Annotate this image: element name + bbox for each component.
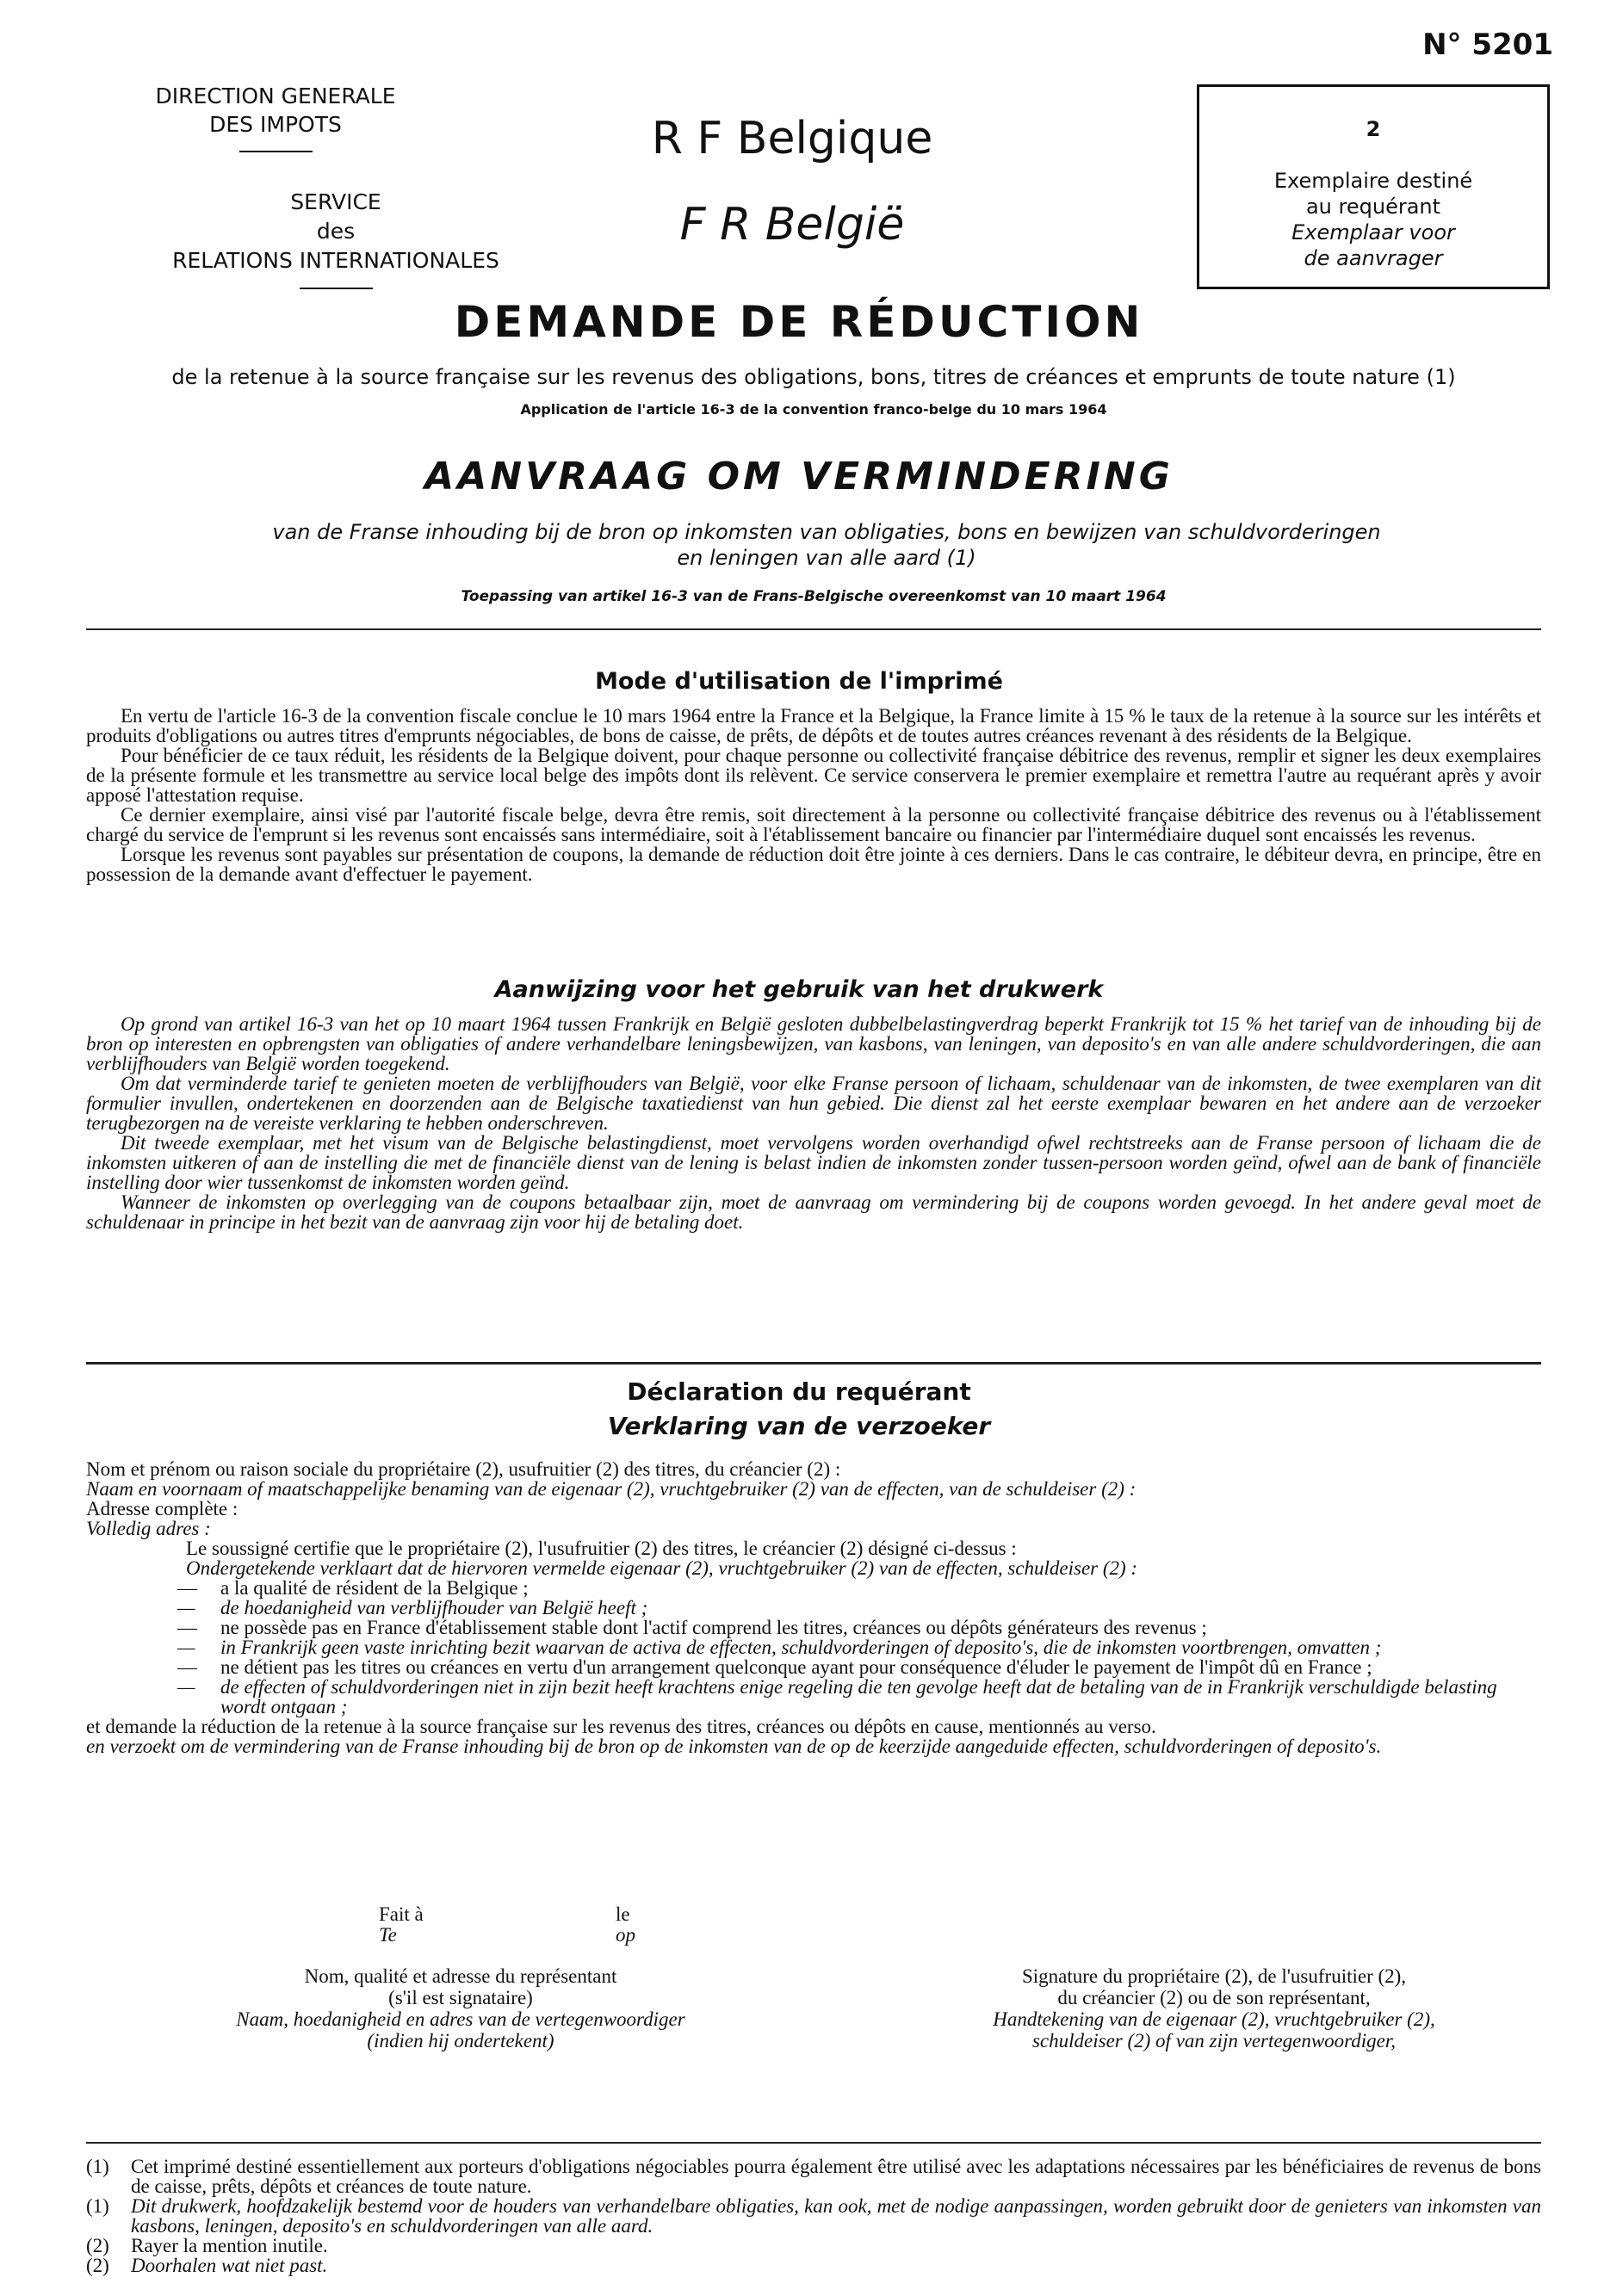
signature-label-fr: Signature du propriétaire (2), de l'usufruitier (2),	[1021, 1965, 1407, 1987]
footnote-text: Doorhalen wat niet past.	[131, 2255, 328, 2276]
divider	[300, 288, 373, 289]
footnote-text: Dit drukwerk, hoofdzakelijk bestemd voor de houders van verhandelbare obligaties, kan ook, met de nodige aanpassingen, worden gebruikt door de genieters van inkomsten van kasbons, leningen, deposito's en schuldvorderingen van alle aard.	[131, 2195, 1541, 2237]
country-title-fr: R F Belgique	[651, 113, 933, 164]
certify-text-fr: Le soussigné certifie que le propriétaire (2), l'usufruitier (2) des titres, le créancier (2) désigné ci-dessus :	[186, 1538, 1017, 1559]
copy-label-fr: Exemplaire destiné	[1273, 169, 1473, 193]
legal-basis-nl: Toepassing van artikel 16-3 van de Frans-Belgische overeenkomst van 10 maart 1964	[461, 588, 1167, 605]
copy-box	[1197, 84, 1550, 289]
owner-name-label-fr: Nom et prénom ou raison sociale du propriétaire (2), usufruitier (2) des titres, du créancier (2) :	[86, 1458, 841, 1480]
paragraph: Lorsque les revenus sont payables sur présentation de coupons, la demande de réduction doit être jointe à ces derniers. Dans le cas contraire, le débiteur devra, en principe, être en possession de la demande avant d'effectuer le payement.	[86, 844, 1541, 885]
representative-label-fr: Nom, qualité et adresse du représentant	[304, 1965, 617, 1987]
divider	[239, 151, 313, 152]
subtitle-line: van de Franse inhouding bij de bron op inkomsten van obligaties, bons en bewijzen van schuldvorderingen	[272, 520, 1381, 544]
subtitle-line: en leningen van alle aard (1)	[677, 546, 976, 570]
service-block	[172, 188, 499, 301]
owner-name-label-nl: Naam en voornaam of maatschappelijke benaming van de eigenaar (2), vruchtgebruiker (2) van de effecten, van de schuldeiser (2) :	[86, 1478, 1137, 1500]
usage-heading-fr: Mode d'utilisation de l'imprimé	[595, 668, 1003, 695]
direction-line: DIRECTION GENERALE	[155, 84, 396, 108]
request-text-nl: en verzoekt om de vermindering van de Franse inhouding bij de bron op de inkomsten van de op de keerzijde aangeduide effecten, schuldvorderingen of deposito's.	[86, 1736, 1382, 1757]
form-subtitle-nl	[207, 519, 1446, 571]
footnote-number: (1)	[86, 2195, 109, 2217]
request-text-fr: et demande la réduction de la retenue à la source française sur les revenus des titres, créances ou dépôts en cause, mentionnés au verso.	[86, 1716, 1156, 1737]
copy-number: 2	[1366, 117, 1381, 141]
form-title-fr: DEMANDE DE RÉDUCTION	[454, 297, 1144, 347]
representative-label-nl: (indien hij ondertekent)	[367, 2030, 554, 2052]
condition-text: de effecten of schuldvorderingen niet in zijn bezit heeft krachtens enige regeling die ten gevolge heeft dat de betaling van de in Frankrijk verschuldigde belasting wordt ontgaan ;	[220, 1676, 1497, 1717]
place-label-fr: Fait à	[379, 1903, 424, 1925]
date-label-nl: op	[616, 1924, 635, 1946]
paragraph: En vertu de l'article 16-3 de la convention fiscale conclue le 10 mars 1964 entre la France et la Belgique, la France limite à 15 % le taux de la retenue à la source sur les intérêts et produits d'obligations ou autres titres d'emprunts négociables, de bons de caisse, de prêts, de dépôts et de toutes autres créances revenant à des résidents de la Belgique.	[86, 705, 1541, 746]
footnote	[86, 2196, 1541, 2236]
divider	[86, 628, 1541, 630]
divider	[86, 1362, 1541, 1365]
signature-label-nl: schuldeiser (2) of van zijn vertegenwoordiger,	[1031, 2030, 1397, 2052]
representative-block	[189, 1965, 732, 2052]
paragraph: Op grond van artikel 16-3 van het op 10 maart 1964 tussen Frankrijk en België gesloten dubbelbelastingverdrag beperkt Frankrijk tot 15 % het tarief van de inhouding bij de bron op interesten en opbrengsten van obligaties of andere verhandelbare leningsbewijzen, van kasbons, van leningen, van deposito's en van alle andere schuldvorderingen, die aan verblijfhouders van België worden toegekend.	[86, 1013, 1541, 1074]
paragraph: Om dat verminderde tarief te genieten moeten de verblijfhouders van België, voor elke Franse persoon of lichaam, schuldenaar van de inkomsten, de twee exemplaren van dit formulier invullen, ondertekenen en doorzenden aan de Belgische taxatiedienst van hun gebied. Die dienst zal het eerste exemplaar bewaren en het andere aan de verzoeker terugbezorgen na de vereiste verklaring te hebben onderschreven.	[86, 1073, 1541, 1134]
direction-line: DES IMPOTS	[209, 112, 342, 137]
condition-item-fr: — ne détient pas les titres ou créances en vertu d'un arrangement quelconque ayant pour conséquence d'éluder le payement de l'impôt dû en France ;	[177, 1656, 1372, 1678]
usage-heading-nl: Aanwijzing voor het gebruik van het drukwerk	[494, 976, 1104, 1003]
footnote-number: (1)	[86, 2156, 109, 2177]
certify-text-nl: Ondergetekende verklaart dat de hiervoren vermelde eigenaar (2), vruchtgebruiker (2) van de effecten, schuldeiser (2) :	[186, 1557, 1138, 1579]
place-date-field	[379, 1904, 635, 1946]
paragraph: Pour bénéficier de ce taux réduit, les résidents de la Belgique doivent, pour chaque personne ou collectivité française débitrice des revenus, remplir et signer les deux exemplaires de la présente formule et les transmettre au service local belge des impôts dont ils relèvent. Ce service conservera le premier exemplaire et remettra l'autre au requérant après y avoir apposé l'attestation requise.	[86, 745, 1541, 806]
footnote	[86, 2157, 1541, 2196]
usage-instructions-nl	[86, 1014, 1541, 1232]
form-number: N° 5201	[1422, 28, 1553, 62]
form-title-nl: AANVRAAG OM VERMINDERING	[424, 455, 1174, 498]
country-title-nl: F R België	[679, 199, 905, 251]
declaration-body	[86, 1459, 1541, 1756]
copy-label-nl: de aanvrager	[1304, 246, 1443, 270]
declaration-heading-fr: Déclaration du requérant	[627, 1377, 971, 1406]
address-label-nl: Volledig adres :	[86, 1518, 211, 1539]
condition-item-nl: — de effecten of schuldvorderingen niet in zijn bezit heeft krachtens enige regeling die ten gevolge heeft dat de betaling van de in Frankrijk verschuldigde belasting wordt ontgaan ;	[86, 1677, 1541, 1717]
representative-label-fr: (s'il est signataire)	[388, 1987, 533, 2008]
representative-label-nl: Naam, hoedanigheid en adres van de vertegenwoordiger	[236, 2008, 685, 2030]
usage-instructions-fr	[86, 706, 1541, 884]
service-line: RELATIONS INTERNATIONALES	[172, 248, 499, 273]
footnote	[86, 2256, 1541, 2275]
divider	[86, 2142, 1541, 2144]
direction-block	[95, 82, 456, 164]
condition-text: ne possède pas en France d'établissement stable dont l'actif comprend les titres, créances ou dépôts générateurs des revenus ;	[220, 1617, 1207, 1638]
service-line: SERVICE	[290, 189, 381, 214]
copy-label-nl: Exemplaar voor	[1291, 220, 1455, 244]
footnotes	[86, 2157, 1541, 2275]
legal-basis-fr: Application de l'article 16-3 de la convention franco-belge du 10 mars 1964	[520, 401, 1107, 418]
form-subtitle-fr: de la retenue à la source française sur les revenus des obligations, bons, titres de créances et emprunts de toute nature (1)	[171, 365, 1456, 389]
footnote-number: (2)	[86, 2235, 109, 2256]
address-label-fr: Adresse complète :	[86, 1498, 238, 1519]
copy-label-fr: au requérant	[1305, 195, 1441, 219]
service-line: des	[316, 219, 356, 244]
condition-text: de hoedanigheid van verblijfhouder van België heeft ;	[220, 1597, 648, 1618]
declaration-heading-nl: Verklaring van de verzoeker	[607, 1412, 991, 1440]
place-label-nl: Te	[379, 1924, 397, 1946]
condition-text: in Frankrijk geen vaste inrichting bezit waarvan de activa de effecten, schuldvorderingen of deposito's, die de inkomsten voortbrengen, omvatten ;	[220, 1637, 1382, 1658]
condition-text: a la qualité de résident de la Belgique ;	[220, 1577, 529, 1599]
condition-item-fr: — ne possède pas en France d'établissement stable dont l'actif comprend les titres, créances ou dépôts générateurs des revenus ;	[177, 1617, 1207, 1638]
footnote	[86, 2236, 1541, 2256]
condition-item-nl: — de hoedanigheid van verblijfhouder van België heeft ;	[177, 1597, 648, 1618]
paragraph: Dit tweede exemplaar, met het visum van de Belgische belastingdienst, moet vervolgens worden overhandigd ofwel rechtstreeks aan de Franse persoon of lichaam die de inkomsten uitkeren of aan de instelling die met de financiële dienst van de lening is belast indien de inkomsten zonder tussen-persoon worden geïnd, ofwel aan de bank of financiële instelling door wier tussenkomst de inkomsten worden geïnd.	[86, 1132, 1541, 1193]
condition-text: ne détient pas les titres ou créances en vertu d'un arrangement quelconque ayant pour conséquence d'éluder le payement de l'impôt dû en France ;	[220, 1656, 1372, 1678]
condition-item-nl: — in Frankrijk geen vaste inrichting bezit waarvan de activa de effecten, schuldvorderingen of deposito's, die de inkomsten voortbrengen, omvatten ;	[177, 1637, 1382, 1658]
paragraph: Wanneer de inkomsten op overlegging van de coupons betaalbaar zijn, moet de aanvraag om vermindering bij de coupons worden gevoegd. In het andere geval moet de schuldenaar in principe in het bezit van de aanvraag zijn voor hij de betaling doet.	[86, 1191, 1541, 1233]
footnote-text: Cet imprimé destiné essentiellement aux porteurs d'obligations négociables pourra également être utilisé avec les adaptations nécessaires par les bénéficiaires de revenus de bons de caisse, prêts, dépôts et créances de toute nature.	[131, 2156, 1541, 2197]
footnote-number: (2)	[86, 2255, 109, 2276]
signature-label-nl: Handtekening van de eigenaar (2), vruchtgebruiker (2),	[993, 2008, 1435, 2030]
condition-item-fr: — a la qualité de résident de la Belgique ;	[177, 1577, 529, 1599]
signature-block	[913, 1965, 1515, 2052]
signature-label-fr: du créancier (2) ou de son représentant,	[1057, 1987, 1371, 2008]
paragraph: Ce dernier exemplaire, ainsi visé par l'autorité fiscale belge, devra être remis, soit directement à la personne ou collectivité française débitrice des revenus ou à l'établissement chargé du service de l'emprunt si les revenus sont encaissés sans intermédiaire, soit à l'établissement bancaire ou financier par l'intermédiaire duquel sont encaissés les revenus.	[86, 804, 1541, 845]
footnote-text: Rayer la mention inutile.	[131, 2235, 328, 2256]
date-label-fr: le	[616, 1903, 630, 1925]
